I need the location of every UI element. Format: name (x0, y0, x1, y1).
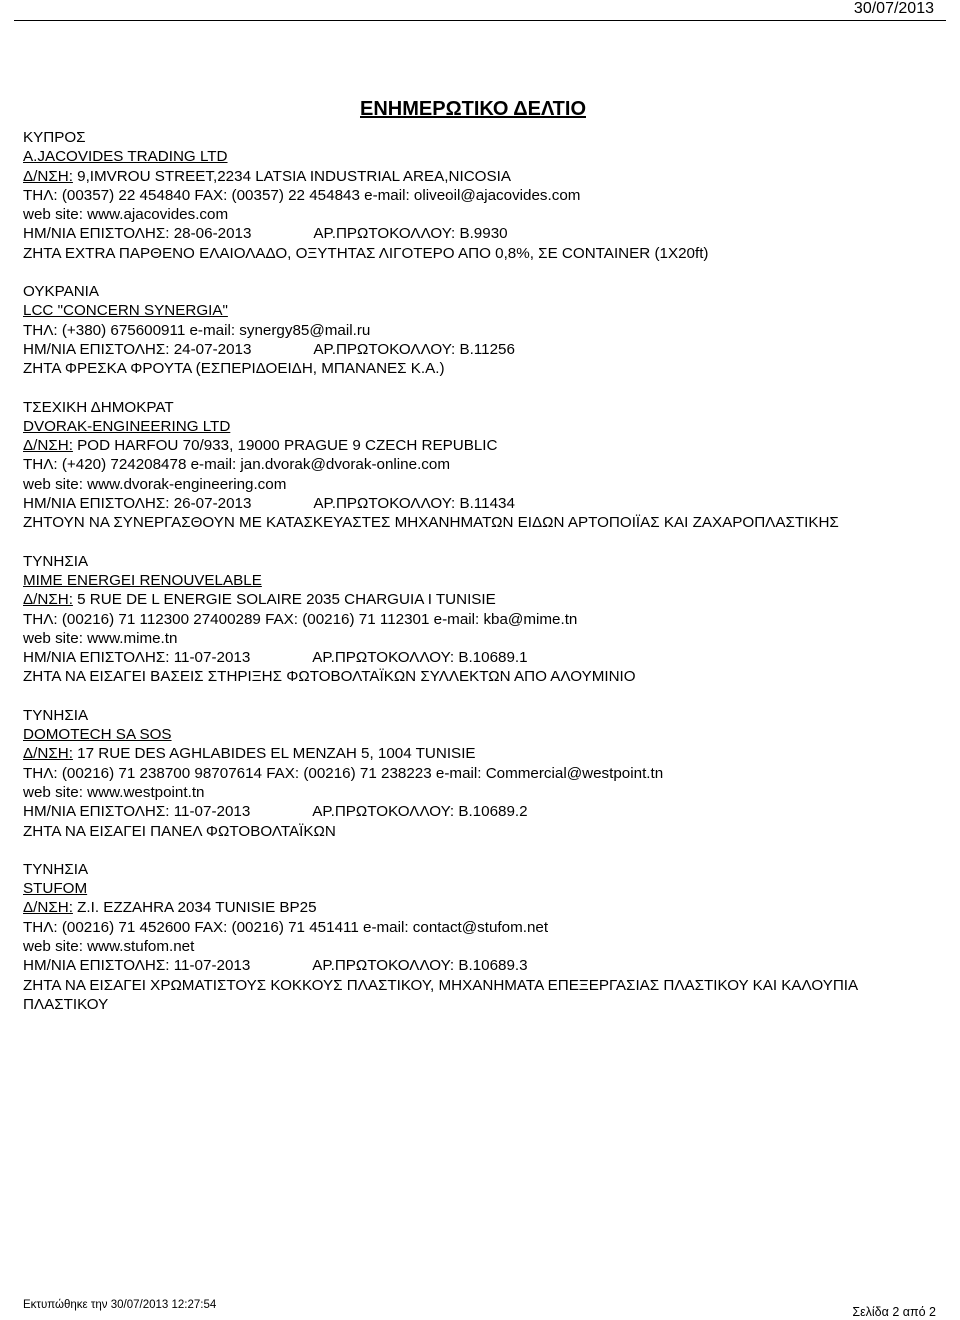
entry-protocol: ΑΡ.ΠΡΩΤΟΚΟΛΛΟΥ: Β.10689.2 (312, 803, 528, 821)
entry-country: ΤΥΝΗΣΙΑ (23, 860, 89, 878)
entry-country: ΤΥΝΗΣΙΑ (23, 706, 89, 724)
entry-contact: ΤΗΛ: (+380) 675600911 e-mail: synergy85@mail.ru (23, 321, 371, 339)
entry-ukraine (23, 282, 953, 378)
address-label: Δ/ΝΣΗ: (23, 899, 73, 917)
entry-company: A.JACOVIDES TRADING LTD (23, 148, 228, 166)
entry-country: ΚΥΠΡΟΣ (23, 129, 86, 146)
footer-printed-timestamp: Εκτυπώθηκε την 30/07/2013 12:27:54 (23, 1299, 217, 1311)
entry-address (23, 167, 953, 186)
entry-contact: ΤΗΛ: (00216) 71 452600 FAX: (00216) 71 451411 e-mail: contact@stufom.net (23, 918, 549, 936)
entry-cyprus (23, 128, 953, 263)
document-title: ΕΝΗΜΕΡΩΤΙΚΟ ΔΕΛΤΙΟ (360, 98, 586, 120)
entries-list (23, 128, 953, 1033)
entry-country: ΤΥΝΗΣΙΑ (23, 552, 89, 570)
entry-request: ΖΗΤΑ ΝΑ ΕΙΣΑΓΕΙ ΒΑΣΕΙΣ ΣΤΗΡΙΞΗΣ ΦΩΤΟΒΟΛΤΑΪΚΩΝ ΣΥΛΛΕΚΤΩΝ ΑΠΟ ΑΛΟΥΜΙΝΙΟ (23, 668, 636, 686)
entry-website: web site: www.dvorak-engineering.com (23, 475, 287, 493)
entry-request: ΖΗΤΟΥΝ ΝΑ ΣΥΝΕΡΓΑΣΘΟΥΝ ΜΕ ΚΑΤΑΣΚΕΥΑΣΤΕΣ ΜΗΧΑΝΗΜΑΤΩΝ ΕΙΔΩΝ ΑΡΤΟΠΟΙΪΑΣ ΚΑΙ ΖΑΧΑΡΟΠΛΑΣΤΙΚΗΣ (23, 514, 839, 532)
entry-company: LCC "CONCERN SYNERGIA" (23, 302, 228, 320)
entry-company: STUFOM (23, 880, 88, 898)
entry-address (23, 898, 953, 917)
address-value: Z.I. EZZAHRA 2034 TUNISIE BP25 (72, 899, 317, 917)
entry-tunisia-domotech (23, 706, 953, 841)
address-label: Δ/ΝΣΗ: (23, 437, 73, 455)
entry-website: web site: www.mime.tn (23, 629, 178, 647)
entry-meta (23, 802, 953, 821)
entry-company: DVORAK-ENGINEERING LTD (23, 417, 231, 435)
entry-address (23, 436, 953, 455)
address-value: POD HARFOU 70/933, 19000 PRAGUE 9 CZECH REPUBLIC (72, 437, 498, 455)
entry-letter-date: ΗΜ/ΝΙΑ ΕΠΙΣΤΟΛΗΣ: 24-07-2013 (23, 340, 252, 358)
entry-protocol: ΑΡ.ΠΡΩΤΟΚΟΛΛΟΥ: Β.10689.3 (312, 957, 528, 975)
entry-letter-date: ΗΜ/ΝΙΑ ΕΠΙΣΤΟΛΗΣ: 11-07-2013 (23, 957, 251, 975)
address-label: Δ/ΝΣΗ: (23, 745, 73, 763)
entry-letter-date: ΗΜ/ΝΙΑ ΕΠΙΣΤΟΛΗΣ: 28-06-2013 (23, 225, 252, 243)
entry-company: DOMOTECH SA SOS (23, 726, 172, 744)
entry-address (23, 590, 953, 609)
entry-contact: ΤΗΛ: (00357) 22 454840 FAX: (00357) 22 454843 e-mail: oliveoil@ajacovides.com (23, 186, 581, 204)
entry-website: web site: www.stufom.net (23, 937, 195, 955)
entry-website: web site: www.ajacovides.com (23, 206, 229, 224)
entry-meta (23, 224, 953, 243)
entry-meta (23, 956, 953, 975)
address-label: Δ/ΝΣΗ: (23, 591, 73, 609)
entry-company: MIME ENERGEI RENOUVELABLE (23, 571, 262, 589)
entry-meta (23, 648, 953, 667)
entry-czech (23, 398, 953, 533)
entry-address (23, 744, 953, 763)
entry-meta (23, 494, 953, 513)
entry-protocol: ΑΡ.ΠΡΩΤΟΚΟΛΛΟΥ: Β.11434 (313, 495, 515, 513)
address-value: 17 RUE DES AGHLABIDES EL MENZAH 5, 1004 TUNISIE (72, 745, 476, 763)
entry-letter-date: ΗΜ/ΝΙΑ ΕΠΙΣΤΟΛΗΣ: 11-07-2013 (23, 649, 251, 667)
entry-tunisia-stufom (23, 860, 953, 1014)
entry-request: ΖΗΤΑ EXTRA ΠΑΡΘΕΝΟ ΕΛΑΙΟΛΑΔΟ, ΟΞΥΤΗΤΑΣ ΛΙΓΟΤΕΡΟ ΑΠΟ 0,8%, ΣΕ CONTAINER (1Χ20ft) (23, 244, 709, 262)
address-value: 5 RUE DE L ENERGIE SOLAIRE 2035 CHARGUIA I TUNISIE (72, 591, 496, 609)
entry-contact: ΤΗΛ: (+420) 724208478 e-mail: jan.dvorak@dvorak-online.com (23, 456, 450, 474)
header-date: 30/07/2013 (853, 0, 934, 17)
entry-website: web site: www.westpoint.tn (23, 783, 205, 801)
entry-protocol: ΑΡ.ΠΡΩΤΟΚΟΛΛΟΥ: Β.9930 (313, 225, 508, 243)
entry-request: ΖΗΤΑ ΝΑ ΕΙΣΑΓΕΙ ΧΡΩΜΑΤΙΣΤΟΥΣ ΚΟΚΚΟΥΣ ΠΛΑΣΤΙΚΟΥ, ΜΗΧΑΝΗΜΑΤΑ ΕΠΕΞΕΡΓΑΣΙΑΣ ΠΛΑΣΤΙΚΟΥ ΚΑΙ ΚΑΛΟΥΠΙΑ ΠΛΑΣΤΙΚΟΥ (23, 976, 858, 1013)
address-label: Δ/ΝΣΗ: (23, 167, 73, 185)
address-value: 9,IMVROU STREET,2234 LATSIA INDUSTRIAL AREA,NICOSIA (72, 167, 511, 185)
entry-meta (23, 340, 953, 359)
entry-contact: ΤΗΛ: (00216) 71 238700 98707614 FAX: (00216) 71 238223 e-mail: Commercial@westpoint.tn (23, 764, 664, 782)
entry-country: ΟΥΚΡΑΝΙΑ (23, 283, 100, 301)
entry-letter-date: ΗΜ/ΝΙΑ ΕΠΙΣΤΟΛΗΣ: 26-07-2013 (23, 495, 252, 513)
entry-letter-date: ΗΜ/ΝΙΑ ΕΠΙΣΤΟΛΗΣ: 11-07-2013 (23, 803, 251, 821)
entry-tunisia-mime (23, 552, 953, 687)
header-divider (14, 20, 946, 21)
footer-page-number: Σελίδα 2 από 2 (852, 1305, 936, 1319)
entry-request: ΖΗΤΑ ΦΡΕΣΚΑ ΦΡΟΥΤΑ (ΕΣΠΕΡΙΔΟΕΙΔΗ, ΜΠΑΝΑΝΕΣ Κ.Α.) (23, 360, 445, 378)
entry-request: ΖΗΤΑ ΝΑ ΕΙΣΑΓΕΙ ΠΑΝΕΛ ΦΩΤΟΒΟΛΤΑΪΚΩΝ (23, 822, 336, 840)
entry-contact: ΤΗΛ: (00216) 71 112300 27400289 FAX: (00216) 71 112301 e-mail: kba@mime.tn (23, 610, 578, 628)
entry-country: ΤΣΕΧΙΚΗ ΔΗΜΟΚΡΑΤ (23, 398, 174, 416)
entry-protocol: ΑΡ.ΠΡΩΤΟΚΟΛΛΟΥ: Β.11256 (313, 340, 515, 358)
entry-protocol: ΑΡ.ΠΡΩΤΟΚΟΛΛΟΥ: Β.10689.1 (312, 649, 528, 667)
